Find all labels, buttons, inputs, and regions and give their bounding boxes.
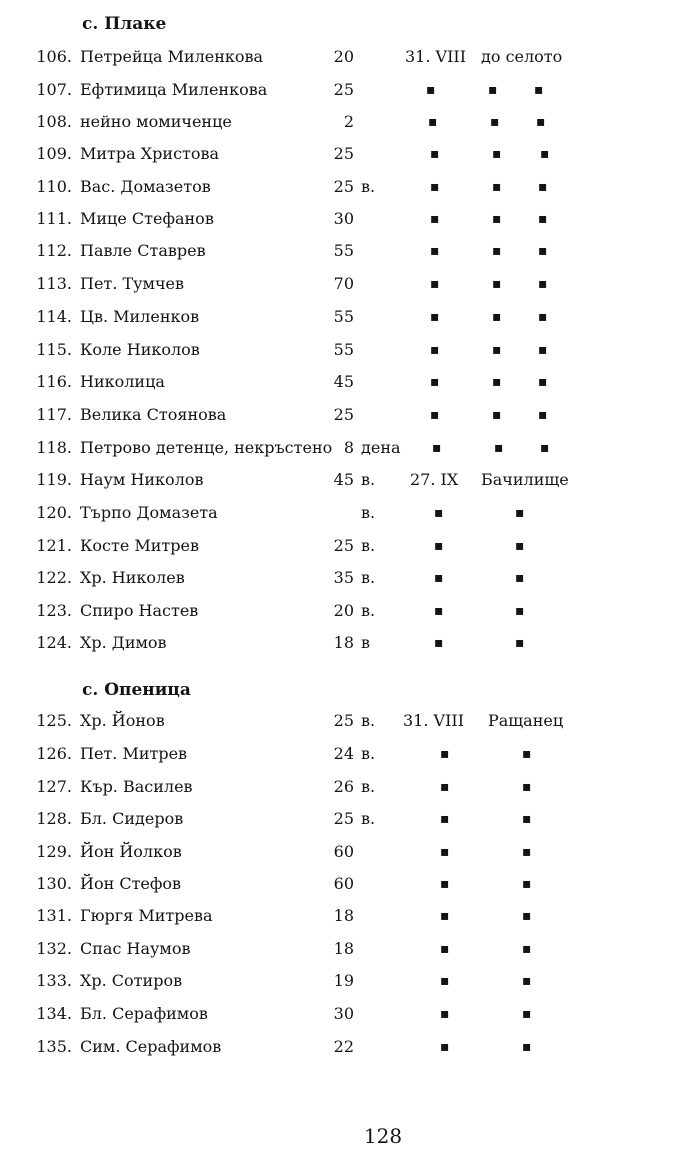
age: 22 (333, 1037, 354, 1056)
row-number: 119. (36, 470, 72, 489)
table-row (0, 741, 700, 767)
age: 18 (333, 633, 354, 652)
row-number: 130. (36, 874, 72, 893)
age: 30 (333, 1004, 354, 1023)
person-name: Велика Стоянова (80, 405, 227, 424)
row-number: 134. (36, 1004, 72, 1023)
age-unit: в. (361, 177, 376, 196)
age: 2 (343, 112, 354, 131)
ditto-mark: ▪ (522, 811, 532, 827)
table-row (0, 968, 700, 994)
table-row (0, 630, 700, 656)
ditto-mark: ▪ (430, 309, 440, 325)
age: 18 (333, 939, 354, 958)
row-number: 109. (36, 144, 72, 163)
ditto-mark: ▪ (430, 179, 440, 195)
ditto-mark: ▪ (434, 505, 444, 521)
table-row (0, 337, 700, 363)
ditto-mark: ▪ (492, 342, 502, 358)
table-row (0, 1001, 700, 1027)
ditto-mark: ▪ (522, 1039, 532, 1055)
ditto-mark: ▪ (490, 114, 500, 130)
age: 45 (333, 372, 354, 391)
row-number: 132. (36, 939, 72, 958)
age-unit: дена (361, 438, 401, 457)
ditto-mark: ▪ (538, 342, 548, 358)
ditto-mark: ▪ (430, 276, 440, 292)
row-number: 122. (36, 568, 72, 587)
ditto-mark: ▪ (492, 243, 502, 259)
ditto-mark: ▪ (515, 603, 525, 619)
age: 20 (333, 47, 354, 66)
age: 45 (333, 470, 354, 489)
age: 55 (333, 340, 354, 359)
place: Бачилище (481, 470, 569, 489)
person-name: Хр. Йонов (80, 711, 165, 730)
ditto-mark: ▪ (492, 309, 502, 325)
ditto-mark: ▪ (492, 146, 502, 162)
person-name: Йон Йолков (80, 842, 182, 861)
row-number: 120. (36, 503, 72, 522)
age: 8 (343, 438, 354, 457)
ditto-mark: ▪ (538, 309, 548, 325)
ditto-mark: ▪ (432, 440, 442, 456)
age-unit: в. (361, 536, 376, 555)
ditto-mark: ▪ (522, 973, 532, 989)
ditto-mark: ▪ (430, 146, 440, 162)
person-name: Спас Наумов (80, 939, 191, 958)
age: 25 (333, 144, 354, 163)
table-row (0, 271, 700, 297)
person-name: Митра Христова (80, 144, 220, 163)
ditto-mark: ▪ (522, 844, 532, 860)
place: Ращанец (488, 711, 564, 730)
age: 60 (333, 842, 354, 861)
person-name: Ефтимица Миленкова (80, 80, 268, 99)
age: 24 (333, 744, 354, 763)
age-unit: в. (361, 470, 376, 489)
table-row (0, 77, 700, 103)
ditto-mark: ▪ (440, 1006, 450, 1022)
person-name: Пет. Тумчев (80, 274, 185, 293)
ditto-mark: ▪ (440, 811, 450, 827)
table-row (0, 402, 700, 428)
ditto-mark: ▪ (515, 538, 525, 554)
age-unit: в. (361, 503, 376, 522)
ditto-mark: ▪ (540, 146, 550, 162)
person-name: Гюргя Митрева (80, 906, 213, 925)
age: 25 (333, 80, 354, 99)
person-name: Пет. Митрев (80, 744, 188, 763)
age-unit: в. (361, 711, 376, 730)
person-name: Павле Ставрев (80, 241, 206, 260)
ditto-mark: ▪ (538, 407, 548, 423)
person-name: Цв. Миленков (80, 307, 200, 326)
table-row (0, 206, 700, 232)
table-row (0, 435, 700, 461)
date: 31. VIII (405, 47, 467, 66)
table-row (0, 871, 700, 897)
age: 60 (333, 874, 354, 893)
person-name: Хр. Сотиров (80, 971, 183, 990)
ditto-mark: ▪ (434, 635, 444, 651)
ditto-mark: ▪ (440, 779, 450, 795)
table-row (0, 141, 700, 167)
age: 20 (333, 601, 354, 620)
age-unit: в. (361, 744, 376, 763)
ditto-mark: ▪ (430, 374, 440, 390)
ditto-mark: ▪ (426, 82, 436, 98)
table-row (0, 774, 700, 800)
ditto-mark: ▪ (430, 211, 440, 227)
section-title-plake: с. Плаке (82, 14, 167, 34)
table-row (0, 238, 700, 264)
table-row (0, 109, 700, 135)
age: 70 (333, 274, 354, 293)
table-row (0, 598, 700, 624)
age-unit: в. (361, 601, 376, 620)
ditto-mark: ▪ (536, 114, 546, 130)
row-number: 123. (36, 601, 72, 620)
ditto-mark: ▪ (492, 211, 502, 227)
ditto-mark: ▪ (440, 1039, 450, 1055)
row-number: 110. (36, 177, 72, 196)
age: 30 (333, 209, 354, 228)
row-number: 128. (36, 809, 72, 828)
table-row (0, 839, 700, 865)
row-number: 114. (36, 307, 72, 326)
page-number: 128 (363, 1124, 403, 1148)
person-name: Хр. Димов (80, 633, 167, 652)
row-number: 113. (36, 274, 72, 293)
row-number: 131. (36, 906, 72, 925)
row-number: 135. (36, 1037, 72, 1056)
ditto-mark: ▪ (440, 844, 450, 860)
ditto-mark: ▪ (440, 876, 450, 892)
age-unit: в. (361, 777, 376, 796)
row-number: 112. (36, 241, 72, 260)
place: до селото (481, 47, 563, 66)
person-name: Коле Николов (80, 340, 200, 359)
ditto-mark: ▪ (430, 342, 440, 358)
row-number: 106. (36, 47, 72, 66)
ditto-mark: ▪ (538, 374, 548, 390)
age: 35 (333, 568, 354, 587)
ditto-mark: ▪ (538, 243, 548, 259)
ditto-mark: ▪ (492, 179, 502, 195)
ditto-mark: ▪ (434, 538, 444, 554)
row-number: 111. (36, 209, 72, 228)
row-number: 121. (36, 536, 72, 555)
ditto-mark: ▪ (522, 941, 532, 957)
ditto-mark: ▪ (515, 570, 525, 586)
row-number: 127. (36, 777, 72, 796)
person-name: Сим. Серафимов (80, 1037, 222, 1056)
row-number: 133. (36, 971, 72, 990)
row-number: 107. (36, 80, 72, 99)
age: 25 (333, 405, 354, 424)
ditto-mark: ▪ (488, 82, 498, 98)
ditto-mark: ▪ (430, 407, 440, 423)
person-name: нейно момиченце (80, 112, 232, 131)
row-number: 129. (36, 842, 72, 861)
ditto-mark: ▪ (494, 440, 504, 456)
age: 55 (333, 307, 354, 326)
ditto-mark: ▪ (434, 570, 444, 586)
person-name: Бл. Серафимов (80, 1004, 208, 1023)
ditto-mark: ▪ (538, 179, 548, 195)
row-number: 126. (36, 744, 72, 763)
ditto-mark: ▪ (515, 635, 525, 651)
ditto-mark: ▪ (440, 973, 450, 989)
table-row (0, 467, 700, 493)
ditto-mark: ▪ (538, 211, 548, 227)
table-row (0, 565, 700, 591)
row-number: 115. (36, 340, 72, 359)
table-row (0, 806, 700, 832)
age-unit: в. (361, 568, 376, 587)
row-number: 125. (36, 711, 72, 730)
ditto-mark: ▪ (492, 407, 502, 423)
person-name: Косте Митрев (80, 536, 199, 555)
table-row (0, 44, 700, 70)
ditto-mark: ▪ (440, 908, 450, 924)
ditto-mark: ▪ (534, 82, 544, 98)
table-row (0, 174, 700, 200)
age: 18 (333, 906, 354, 925)
row-number: 118. (36, 438, 72, 457)
ditto-mark: ▪ (440, 746, 450, 762)
ditto-mark: ▪ (492, 374, 502, 390)
ditto-mark: ▪ (540, 440, 550, 456)
age: 25 (333, 809, 354, 828)
person-name: Търпо Домазета (80, 503, 218, 522)
ditto-mark: ▪ (538, 276, 548, 292)
age-unit: в. (361, 809, 376, 828)
table-row (0, 500, 700, 526)
ditto-mark: ▪ (522, 908, 532, 924)
ditto-mark: ▪ (430, 243, 440, 259)
date: 27. IX (410, 470, 459, 489)
ditto-mark: ▪ (440, 941, 450, 957)
table-row (0, 304, 700, 330)
section-title-openitsa: с. Опеница (82, 680, 191, 700)
row-number: 117. (36, 405, 72, 424)
ditto-mark: ▪ (434, 603, 444, 619)
ditto-mark: ▪ (522, 779, 532, 795)
row-number: 108. (36, 112, 72, 131)
ditto-mark: ▪ (522, 1006, 532, 1022)
row-number: 124. (36, 633, 72, 652)
person-name: Петрейца Миленкова (80, 47, 264, 66)
age: 25 (333, 177, 354, 196)
person-name: Йон Стефов (80, 874, 182, 893)
age: 25 (333, 536, 354, 555)
table-row (0, 936, 700, 962)
person-name: Хр. Николев (80, 568, 185, 587)
person-name: Спиро Настев (80, 601, 199, 620)
ditto-mark: ▪ (515, 505, 525, 521)
person-name: Наум Николов (80, 470, 204, 489)
person-name: Бл. Сидеров (80, 809, 184, 828)
person-name: Вас. Домазетов (80, 177, 211, 196)
ditto-mark: ▪ (522, 746, 532, 762)
ditto-mark: ▪ (428, 114, 438, 130)
age: 55 (333, 241, 354, 260)
person-name: Николица (80, 372, 165, 391)
age: 25 (333, 711, 354, 730)
row-number: 116. (36, 372, 72, 391)
date: 31. VIII (403, 711, 465, 730)
age-unit: в (361, 633, 371, 652)
ditto-mark: ▪ (492, 276, 502, 292)
ditto-mark: ▪ (522, 876, 532, 892)
table-row (0, 369, 700, 395)
person-name: Петрово детенце, некръстено (80, 438, 333, 457)
age: 26 (333, 777, 354, 796)
table-row (0, 708, 700, 734)
table-row (0, 1034, 700, 1060)
person-name: Мице Стефанов (80, 209, 214, 228)
table-row (0, 903, 700, 929)
person-name: Кър. Василев (80, 777, 193, 796)
table-row (0, 533, 700, 559)
age: 19 (333, 971, 354, 990)
